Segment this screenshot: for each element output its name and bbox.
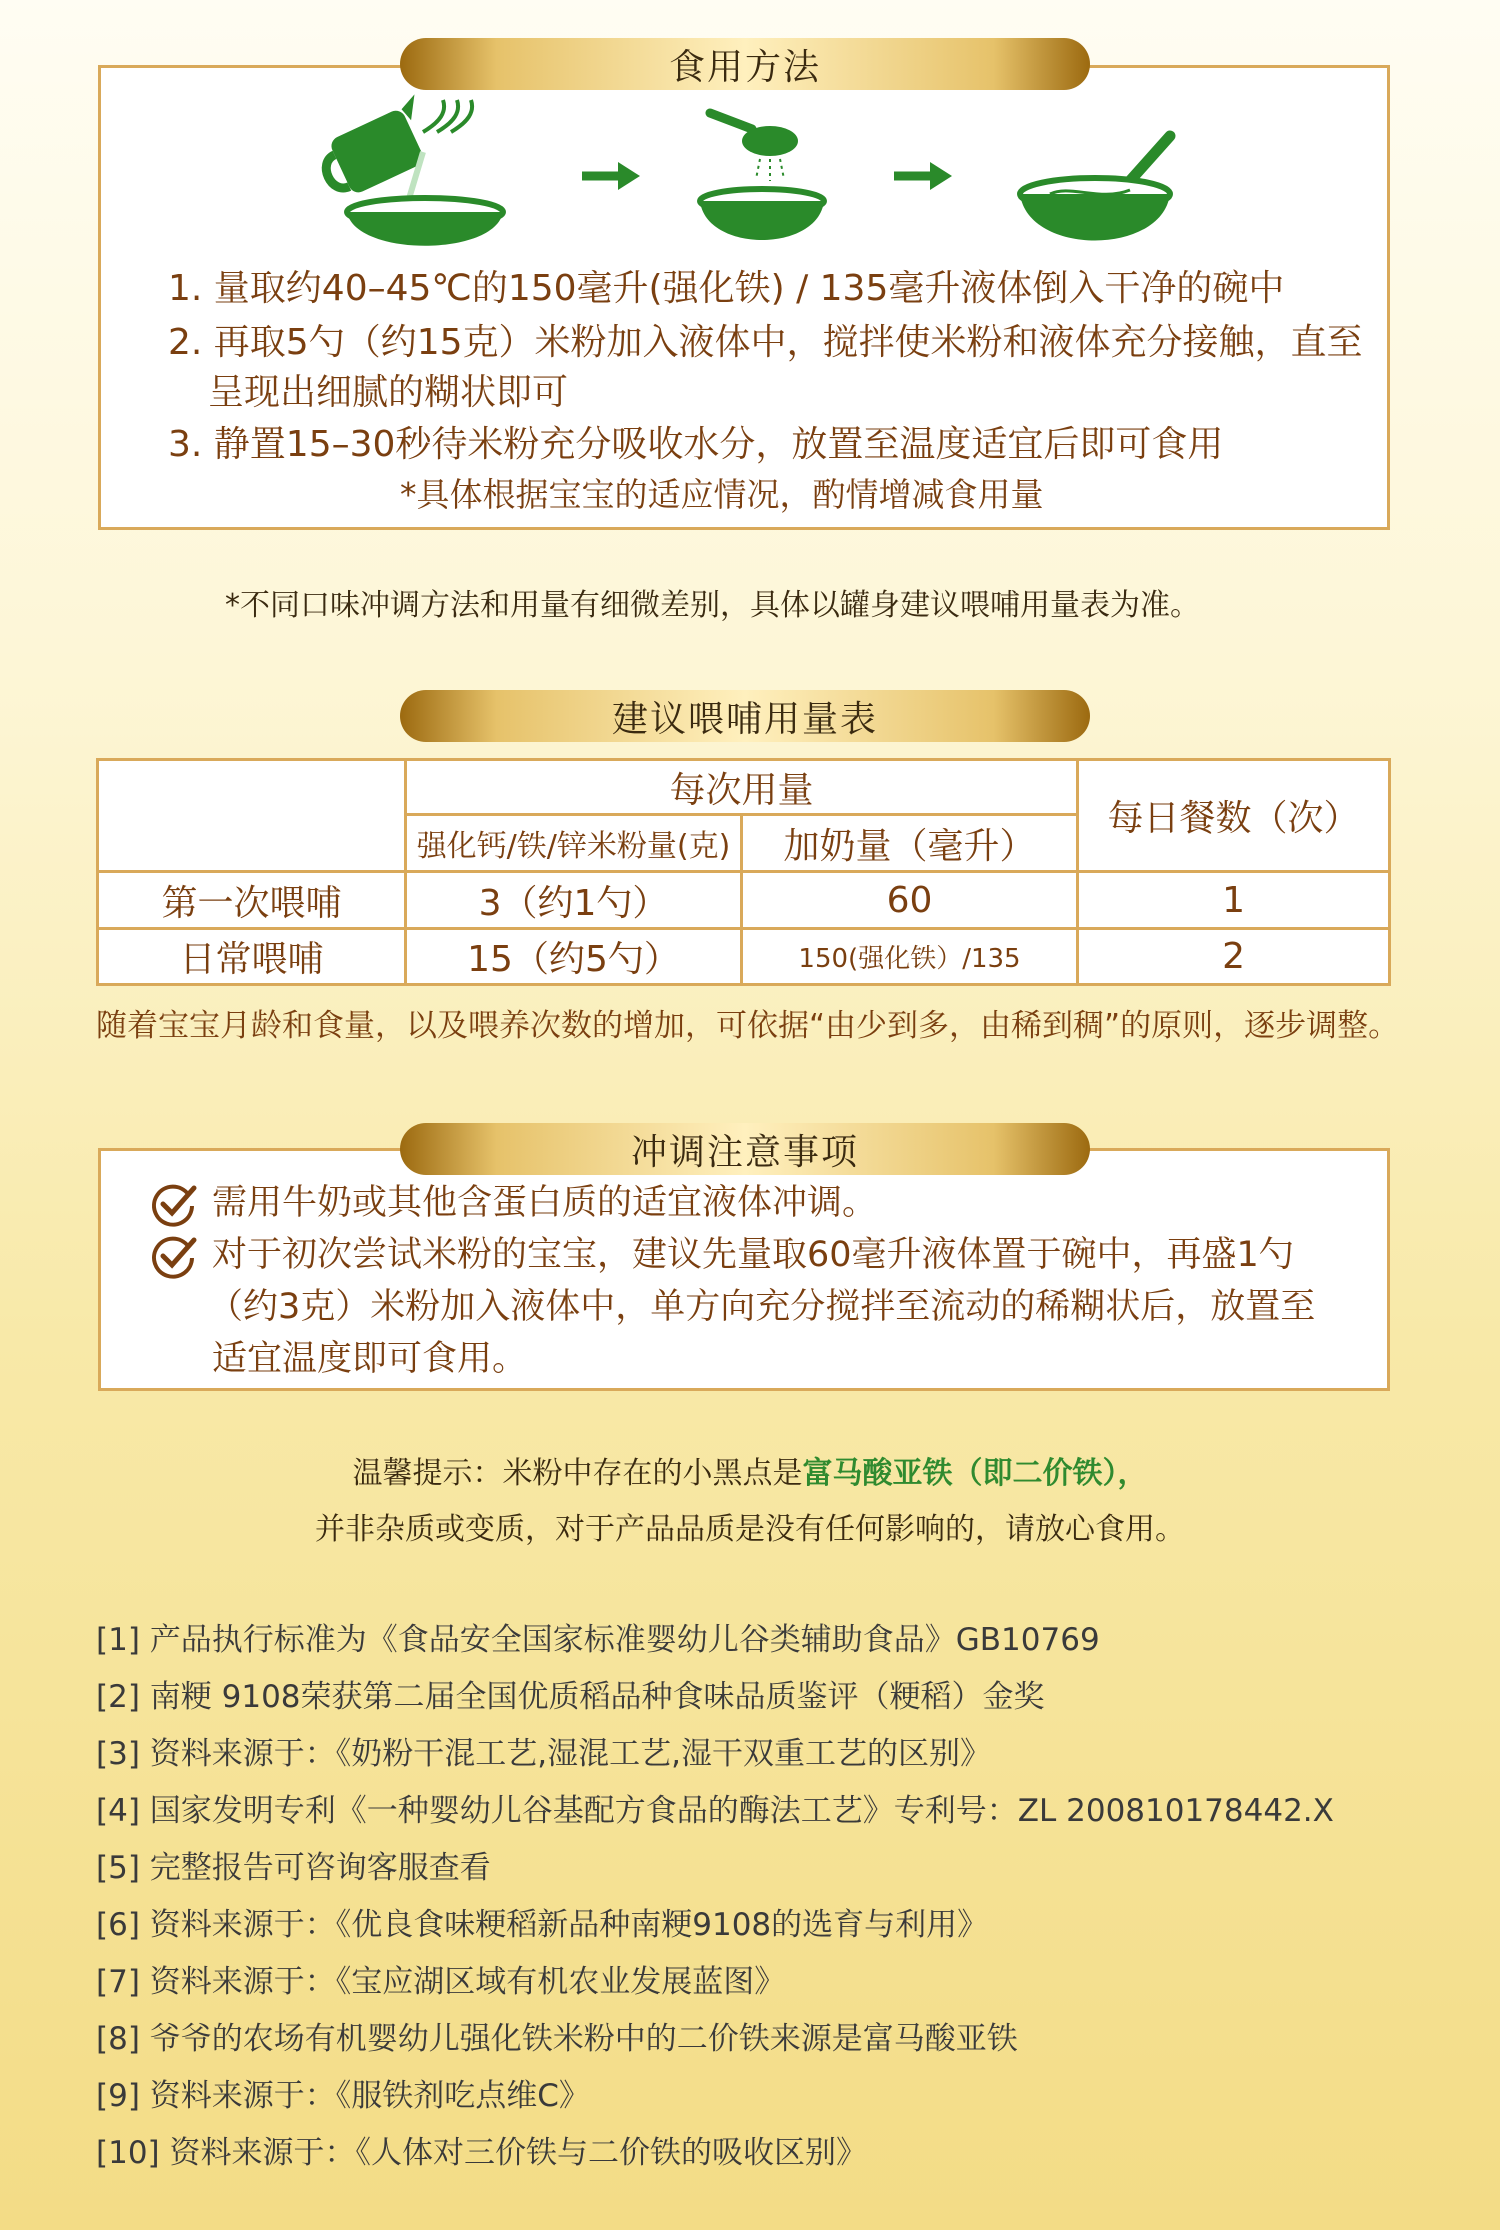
method-footnote: *具体根据宝宝的适应情况，酌情增减食用量	[400, 475, 1044, 514]
caution-item-2-line-1: 对于初次尝试米粉的宝宝，建议先量取60毫升液体置于碗中，再盛1勺	[212, 1235, 1294, 1275]
table-group-header: 每次用量	[406, 760, 1078, 815]
col-meals-header: 每日餐数（次）	[1078, 760, 1390, 872]
caution-item-2-line-3: 适宜温度即可食用。	[212, 1339, 528, 1379]
reference-item: [7] 资料来源于：《宝应湖区域有机农业发展蓝图》	[96, 1964, 786, 2000]
method-step-3: 3. 静置15–30秒待米粉充分吸收水分，放置至温度适宜后即可食用	[168, 424, 1224, 465]
row-milk: 150(强化铁）/135	[742, 928, 1078, 984]
col-powder-header: 强化钙/铁/锌米粉量(克)	[406, 815, 742, 872]
method-step-1: 1. 量取约40–45℃的150毫升(强化铁) / 135毫升液体倒入干净的碗中	[168, 268, 1285, 309]
tip-line-1	[0, 1448, 1500, 1492]
references-list	[96, 1612, 1334, 2182]
row-label: 第一次喂哺	[98, 872, 406, 928]
table-note: 随着宝宝月龄和食量，以及喂养次数的增加，可依据“由少到多，由稀到稠”的原则，逐步调整。	[96, 1008, 1400, 1044]
table-row	[98, 872, 1390, 928]
tip-line-2: 并非杂质或变质，对于产品品质是没有任何影响的，请放心食用。	[315, 1512, 1185, 1547]
method-title: 食用方法	[400, 38, 1090, 90]
reference-item: [10] 资料来源于：《人体对三价铁与二价铁的吸收区别》	[96, 2135, 867, 2171]
reference-item: [2] 南粳 9108荣获第二届全国优质稻品种食味品质鉴评（粳稻）金奖	[96, 1679, 1045, 1715]
tip-prefix: 温馨提示：米粉中存在的小黑点是	[352, 1456, 803, 1491]
reference-item: [5] 完整报告可咨询客服查看	[96, 1850, 491, 1886]
check-circle-icon	[150, 1180, 198, 1228]
tip-highlight: 富马酸亚铁（即二价铁），	[802, 1456, 1148, 1491]
reference-item: [1] 产品执行标准为《食品安全国家标准婴幼儿谷类辅助食品》GB10769	[96, 1622, 1100, 1658]
reference-item: [6] 资料来源于：《优良食味粳稻新品种南粳9108的选育与利用》	[96, 1907, 989, 1943]
reference-item: [9] 资料来源于：《服铁剂吃点维C》	[96, 2078, 590, 2114]
caution-item-2-line-2: （约3克）米粉加入液体中，单方向充分搅拌至流动的稀糊状后，放置至	[208, 1287, 1316, 1327]
row-meals: 2	[1078, 928, 1390, 984]
table-row	[98, 928, 1390, 984]
caution-item-1: 需用牛奶或其他含蛋白质的适宜液体冲调。	[212, 1183, 878, 1223]
row-label: 日常喂哺	[98, 928, 406, 984]
row-powder: 15（约5勺）	[406, 928, 742, 984]
col-milk-header: 加奶量（毫升）	[742, 815, 1078, 872]
spoon-powder-icon	[690, 105, 835, 255]
check-circle-icon	[150, 1232, 198, 1280]
reference-item: [4] 国家发明专利《一种婴幼儿谷基配方食品的酶法工艺》专利号：ZL 200810178442.X	[96, 1793, 1334, 1829]
arrow-right-icon	[890, 158, 954, 194]
pour-liquid-icon	[315, 92, 525, 257]
cautions-title: 冲调注意事项	[400, 1123, 1090, 1175]
table-corner-cell	[98, 760, 406, 872]
method-step-2: 2. 再取5勺（约15克）米粉加入液体中，搅拌使米粉和液体充分接触，直至	[168, 322, 1363, 363]
method-step-2-cont: 呈现出细腻的糊状即可	[208, 372, 569, 413]
arrow-right-icon	[578, 158, 642, 194]
row-milk: 60	[742, 872, 1078, 928]
reference-item: [3] 资料来源于：《奶粉干混工艺,湿混工艺,湿干双重工艺的区别》	[96, 1736, 991, 1772]
method-note: *不同口味冲调方法和用量有细微差别，具体以罐身建议喂哺用量表为准。	[225, 588, 1200, 623]
stir-bowl-icon	[1010, 128, 1185, 263]
row-powder: 3（约1勺）	[406, 872, 742, 928]
feeding-table	[96, 758, 1391, 986]
row-meals: 1	[1078, 872, 1390, 928]
table-title: 建议喂哺用量表	[400, 690, 1090, 742]
reference-item: [8] 爷爷的农场有机婴幼儿强化铁米粉中的二价铁来源是富马酸亚铁	[96, 2021, 1018, 2057]
